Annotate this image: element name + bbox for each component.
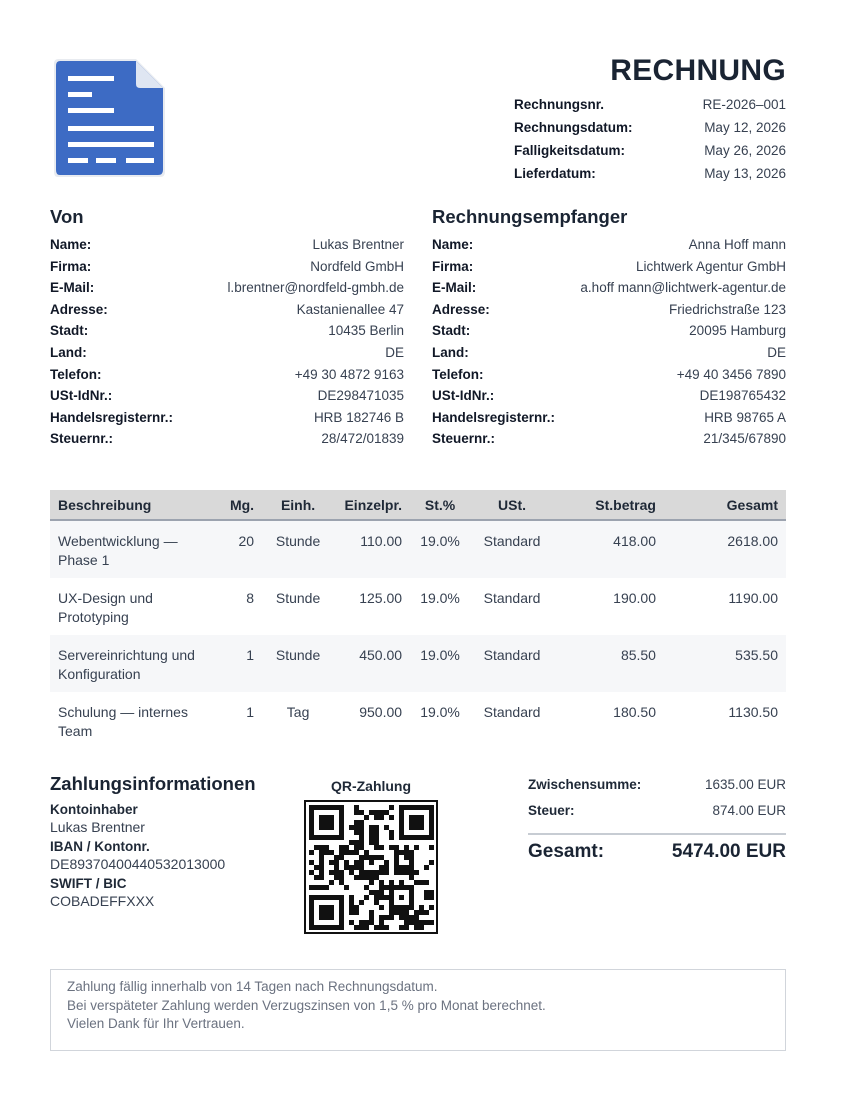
recipient-row: Name: Anna Hoff mann	[432, 237, 786, 252]
recipient-row: USt-IdNr.: DE198765432	[432, 388, 786, 404]
meta-delivery-date: Lieferdatum: May 13, 2026	[514, 166, 786, 181]
sender-row: USt-IdNr.: DE298471035	[50, 388, 404, 404]
recipient-row: Land: DE	[432, 344, 786, 360]
sender-row: Steuernr.: 28/472/01839	[50, 431, 404, 447]
swift-label: SWIFT / BIC	[50, 876, 127, 891]
recipient-row: Handelsregisternr.: HRB 98765 A	[432, 409, 786, 425]
recipient-row: Adresse: Friedrichstraße 123	[432, 301, 786, 317]
qr-code-icon	[306, 802, 436, 932]
meta-invoice-date: Rechnungsdatum: May 12, 2026	[514, 120, 786, 135]
meta-invoice-number: Rechnungsnr. RE-2026–001	[514, 97, 786, 112]
table-row: Schulung — internes Team 1 Tag 950.00 19.0% Standard 180.50 1130.50	[58, 704, 778, 739]
meta-due-date: Falligkeitsdatum: May 26, 2026	[514, 143, 786, 158]
sender-row: E-Mail: l.brentner@nordfeld-gmbh.de	[50, 280, 404, 296]
note-line: Bei verspäteter Zahlung werden Verzugszinsen von 1,5 % pro Monat berechnet.	[67, 997, 546, 1013]
iban-label: IBAN / Kontonr.	[50, 839, 150, 854]
grand-total-row: Gesamt: 5474.00 EUR	[528, 841, 786, 862]
note-line: Zahlung fällig innerhalb von 14 Tagen nach Rechnungsdatum.	[67, 979, 438, 994]
table-row: Webentwicklung — Phase 1 20 Stunde 110.00 19.0% Standard 418.00 2618.00	[50, 520, 786, 578]
invoice-title: RECHNUNG	[610, 54, 786, 87]
tax-row: Steuer: 874.00 EUR	[528, 803, 786, 818]
account-holder-label: Kontoinhaber	[50, 802, 138, 817]
line-items-table	[50, 490, 786, 749]
account-holder: Lukas Brentner	[50, 819, 145, 835]
table-header	[50, 490, 786, 520]
sender-block	[50, 206, 404, 453]
recipient-row: Steuernr.: 21/345/67890	[432, 431, 786, 447]
column-header: Beschreibung	[58, 496, 152, 513]
note-line: Vielen Dank für Ihr Vertrauen.	[67, 1016, 245, 1032]
table-row: Servereinrichtung und Konfiguration 1 Stunde 450.00 19.0% Standard 85.50 535.50	[50, 635, 786, 692]
payment-notes	[50, 969, 786, 1051]
sender-row: Telefon: +49 30 4872 9163	[50, 366, 404, 382]
recipient-heading: Rechnungsempfanger	[432, 206, 628, 227]
subtotal-row: Zwischensumme: 1635.00 EUR	[528, 777, 786, 792]
sender-row: Land: DE	[50, 344, 404, 360]
payment-qr-code	[304, 800, 438, 934]
column-header: Einh.	[280, 496, 316, 513]
sender-row: Name: Lukas Brentner	[50, 237, 404, 252]
recipient-block	[432, 206, 786, 453]
recipient-row: E-Mail: a.hoff mann@lichtwerk-agentur.de	[432, 280, 786, 296]
column-header: St.%	[424, 496, 456, 513]
qr-label: QR-Zahlung	[330, 778, 412, 794]
document-icon	[52, 56, 168, 180]
column-header: Mg.	[229, 496, 255, 513]
invoice-meta	[514, 97, 786, 189]
table-row: UX-Design und Prototyping 8 Stunde 125.00 19.0% Standard 190.00 1190.00	[58, 590, 778, 625]
payment-heading: Zahlungsinformationen	[50, 773, 256, 794]
sender-row: Adresse: Kastanienallee 47	[50, 301, 404, 317]
sender-row: Stadt: 10435 Berlin	[50, 323, 404, 339]
payment-info	[50, 773, 290, 912]
column-header: Einzelpr.	[344, 496, 403, 513]
column-header: USt.	[498, 496, 527, 513]
iban-value: DE89370400440532013000	[50, 856, 226, 872]
recipient-row: Telefon: +49 40 3456 7890	[432, 366, 786, 382]
sender-heading: Von	[50, 206, 84, 227]
column-header: Gesamt	[726, 496, 778, 513]
totals-block	[528, 777, 786, 863]
sender-row: Firma: Nordfeld GmbH	[50, 258, 404, 274]
totals-divider	[528, 833, 786, 835]
recipient-row: Firma: Lichtwerk Agentur GmbH	[432, 258, 786, 274]
column-header: St.betrag	[595, 496, 656, 513]
recipient-row: Stadt: 20095 Hamburg	[432, 323, 786, 339]
swift-value: COBADEFFXXX	[50, 893, 155, 909]
sender-row: Handelsregisternr.: HRB 182746 B	[50, 409, 404, 425]
